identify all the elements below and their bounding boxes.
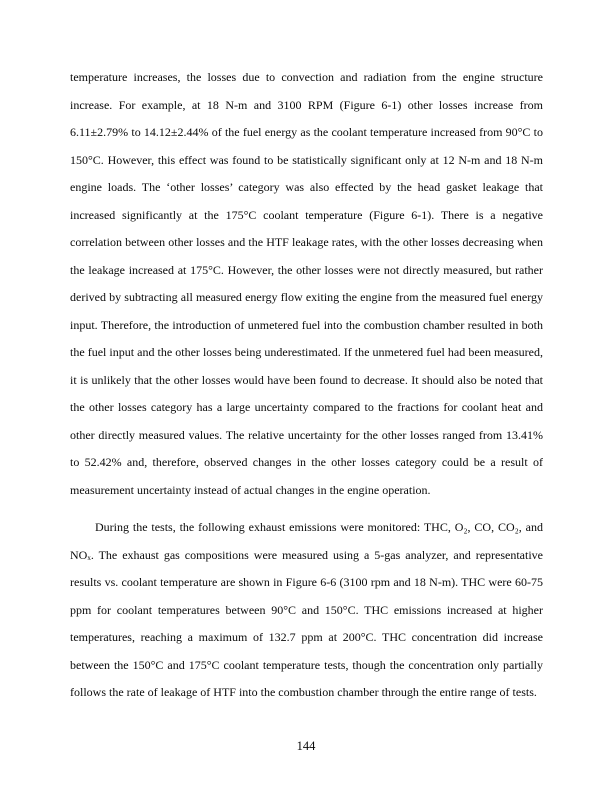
paragraph-exhaust-emissions xyxy=(70,514,543,707)
body-text-line: During the tests, the following exhaust emissions were monitored: THC, O₂, CO, CO₂, and xyxy=(95,520,543,534)
body-text-line: results vs. coolant temperature are shown in Figure 6-6 (3100 rpm and 18 N-m). THC were 60-75 xyxy=(70,575,543,589)
body-text-line: temperature increases, the losses due to convection and radiation from the engine structure xyxy=(70,70,543,84)
body-text-line: increase. For example, at 18 N-m and 3100 RPM (Figure 6-1) other losses increase from xyxy=(70,97,543,112)
body-text-line: to 52.42% and, therefore, observed changes in the other losses category could be a result of xyxy=(70,455,543,469)
body-text-line: it is unlikely that the other losses would have been found to decrease. It should also be noted that xyxy=(70,372,543,387)
body-text-line: the fuel input and the other losses being underestimated. If the unmetered fuel had been measured, xyxy=(70,345,543,359)
body-text-line: 150°C. However, this effect was found to be statistically significant only at 12 N-m and 18 N-m xyxy=(70,152,543,167)
body-text-line: input. Therefore, the introduction of unmetered fuel into the combustion chamber resulted in both xyxy=(70,317,543,332)
body-text-line: ppm for coolant temperatures between 90°C and 150°C. THC emissions increased at higher xyxy=(70,602,543,617)
body-text-line: increased significantly at the 175°C coolant temperature (Figure 6-1). There is a negative xyxy=(70,207,543,222)
page-number: 144 xyxy=(296,739,316,753)
body-text-line: engine loads. The ‘other losses’ category was also effected by the head gasket leakage that xyxy=(70,180,543,194)
body-text-line: between the 150°C and 175°C coolant temperature tests, though the concentration only partially xyxy=(70,657,543,672)
body-text-line: the leakage increased at 175°C. However, the other losses were not directly measured, but rather xyxy=(70,262,543,277)
body-text-line: correlation between other losses and the HTF leakage rates, with the other losses decreasing when xyxy=(70,235,543,249)
body-text-line: temperatures, reaching a maximum of 132.7 ppm at 200°C. THC concentration did increase xyxy=(70,630,543,644)
body-text-line: 6.11±2.79% to 14.12±2.44% of the fuel energy as the coolant temperature increased from 90°C to xyxy=(70,125,543,139)
body-text-line: NOₓ. The exhaust gas compositions were measured using a 5-gas analyzer, and representative xyxy=(70,547,543,562)
body-text-line: the other losses category has a large uncertainty compared to the fractions for coolant heat and xyxy=(70,400,543,414)
paragraph-other-losses xyxy=(70,64,543,504)
body-text-line: follows the rate of leakage of HTF into the combustion chamber through the entire range of tests. xyxy=(70,685,537,699)
body-text-line: derived by subtracting all measured energy flow exiting the engine from the measured fuel energy xyxy=(70,290,543,304)
body-text-line: other directly measured values. The relative uncertainty for the other losses ranged from 13.41% xyxy=(70,427,543,442)
body-text xyxy=(70,64,543,707)
body-text-line: measurement uncertainty instead of actual changes in the engine operation. xyxy=(70,482,431,497)
